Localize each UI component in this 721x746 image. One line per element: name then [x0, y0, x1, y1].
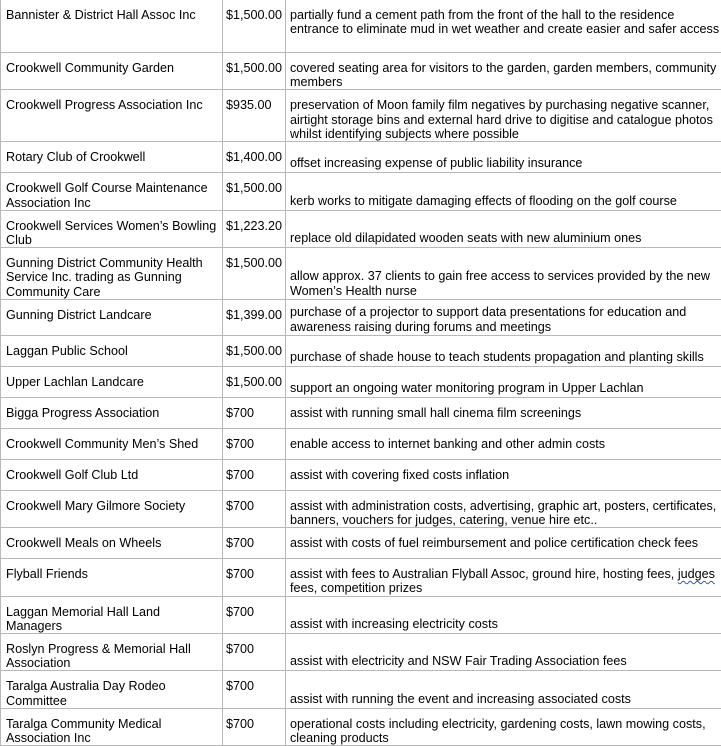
amount-cell: $935.00	[223, 90, 286, 142]
table-row	[1, 299, 721, 335]
table-row	[1, 248, 721, 300]
table-row	[1, 634, 721, 671]
purpose-cell: kerb works to mitigate damaging effects of flooding on the golf course	[286, 173, 721, 210]
amount-cell: $1,500.00	[223, 366, 286, 397]
table-row	[1, 210, 721, 247]
organisation-cell: Taralga Community Medical Association Inc	[1, 708, 223, 745]
amount-cell: $1,500.00	[223, 53, 286, 90]
amount-cell: $1,399.00	[223, 299, 286, 335]
organisation-cell: Crookwell Community Men’s Shed	[1, 428, 223, 459]
purpose-cell: covered seating area for visitors to the garden, garden members, community members	[286, 53, 721, 90]
purpose-cell: assist with increasing electricity costs	[286, 596, 721, 633]
organisation-cell: Flyball Friends	[1, 559, 223, 596]
organisation-cell: Rotary Club of Crookwell	[1, 142, 223, 173]
organisation-cell: Laggan Public School	[1, 335, 223, 366]
purpose-cell: support an ongoing water monitoring program in Upper Lachlan	[286, 366, 721, 397]
amount-cell: $700	[223, 528, 286, 559]
organisation-cell: Crookwell Community Garden	[1, 53, 223, 90]
purpose-cell: operational costs including electricity, gardening costs, lawn mowing costs, cleaning products	[286, 708, 721, 745]
organisation-cell: Upper Lachlan Landcare	[1, 366, 223, 397]
amount-cell: $700	[223, 428, 286, 459]
table-row	[1, 459, 721, 490]
organisation-cell: Crookwell Services Women’s Bowling Club	[1, 210, 223, 247]
organisation-cell: Crookwell Progress Association Inc	[1, 90, 223, 142]
purpose-cell	[286, 559, 721, 596]
amount-cell: $1,400.00	[223, 142, 286, 173]
table-row	[1, 0, 721, 53]
amount-cell: $1,500.00	[223, 0, 286, 53]
organisation-cell: Crookwell Meals on Wheels	[1, 528, 223, 559]
table-row	[1, 173, 721, 210]
table-row	[1, 559, 721, 596]
organisation-cell: Roslyn Progress & Memorial Hall Association	[1, 634, 223, 671]
table-row	[1, 490, 721, 527]
amount-cell: $700	[223, 596, 286, 633]
table-row	[1, 335, 721, 366]
purpose-cell: purchase of a projector to support data presentations for education and awareness raising during forums and meetings	[286, 299, 721, 335]
table-row	[1, 708, 721, 745]
purpose-cell: replace old dilapidated wooden seats with new aluminium ones	[286, 210, 721, 247]
purpose-cell: allow approx. 37 clients to gain free access to services provided by the new Women’s Health nurse	[286, 248, 721, 300]
organisation-cell: Bigga Progress Association	[1, 397, 223, 428]
organisation-cell: Crookwell Golf Course Maintenance Association Inc	[1, 173, 223, 210]
purpose-cell: assist with running small hall cinema film screenings	[286, 397, 721, 428]
spellcheck-word: judges	[678, 567, 715, 581]
amount-cell: $700	[223, 708, 286, 745]
organisation-cell: Crookwell Golf Club Ltd	[1, 459, 223, 490]
organisation-cell: Bannister & District Hall Assoc Inc	[1, 0, 223, 53]
purpose-cell: enable access to internet banking and other admin costs	[286, 428, 721, 459]
table-row	[1, 596, 721, 633]
table-row	[1, 671, 721, 708]
amount-cell: $700	[223, 397, 286, 428]
purpose-cell: assist with costs of fuel reimbursement and police certification check fees	[286, 528, 721, 559]
amount-cell: $1,500.00	[223, 173, 286, 210]
purpose-cell: partially fund a cement path from the front of the hall to the residence entrance to eliminate mud in wet weather and create easier and safer access	[286, 0, 721, 53]
amount-cell: $700	[223, 559, 286, 596]
purpose-cell: assist with running the event and increasing associated costs	[286, 671, 721, 708]
amount-cell: $700	[223, 490, 286, 527]
table-row	[1, 366, 721, 397]
amount-cell: $1,500.00	[223, 335, 286, 366]
purpose-cell: preservation of Moon family film negatives by purchasing negative scanner, airtight storage bins and external hard drive to digitise and catalogue photos whilst identifying subjects where possible	[286, 90, 721, 142]
amount-cell: $700	[223, 671, 286, 708]
amount-cell: $700	[223, 634, 286, 671]
purpose-cell: assist with administration costs, advertising, graphic art, posters, certificates, banners, vouchers for judges, catering, venue hire etc..	[286, 490, 721, 527]
amount-cell: $700	[223, 459, 286, 490]
purpose-cell: assist with covering fixed costs inflation	[286, 459, 721, 490]
amount-cell: $1,223.20	[223, 210, 286, 247]
organisation-cell: Taralga Australia Day Rodeo Committee	[1, 671, 223, 708]
table-row	[1, 528, 721, 559]
organisation-cell: Crookwell Mary Gilmore Society	[1, 490, 223, 527]
table-row	[1, 397, 721, 428]
purpose-lead: assist with fees to Australian Flyball Assoc, ground hire, hosting fees, judges fees, competition prizes	[290, 567, 715, 595]
table-row	[1, 142, 721, 173]
table-row	[1, 53, 721, 90]
table-row	[1, 90, 721, 142]
organisation-cell: Laggan Memorial Hall Land Managers	[1, 596, 223, 633]
organisation-cell: Gunning District Community Health Service Inc. trading as Gunning Community Care	[1, 248, 223, 300]
purpose-cell: assist with electricity and NSW Fair Trading Association fees	[286, 634, 721, 671]
amount-cell: $1,500.00	[223, 248, 286, 300]
organisation-cell: Gunning District Landcare	[1, 299, 223, 335]
purpose-cell: offset increasing expense of public liability insurance	[286, 142, 721, 173]
table-row	[1, 428, 721, 459]
purpose-cell: purchase of shade house to teach students propagation and planting skills	[286, 335, 721, 366]
